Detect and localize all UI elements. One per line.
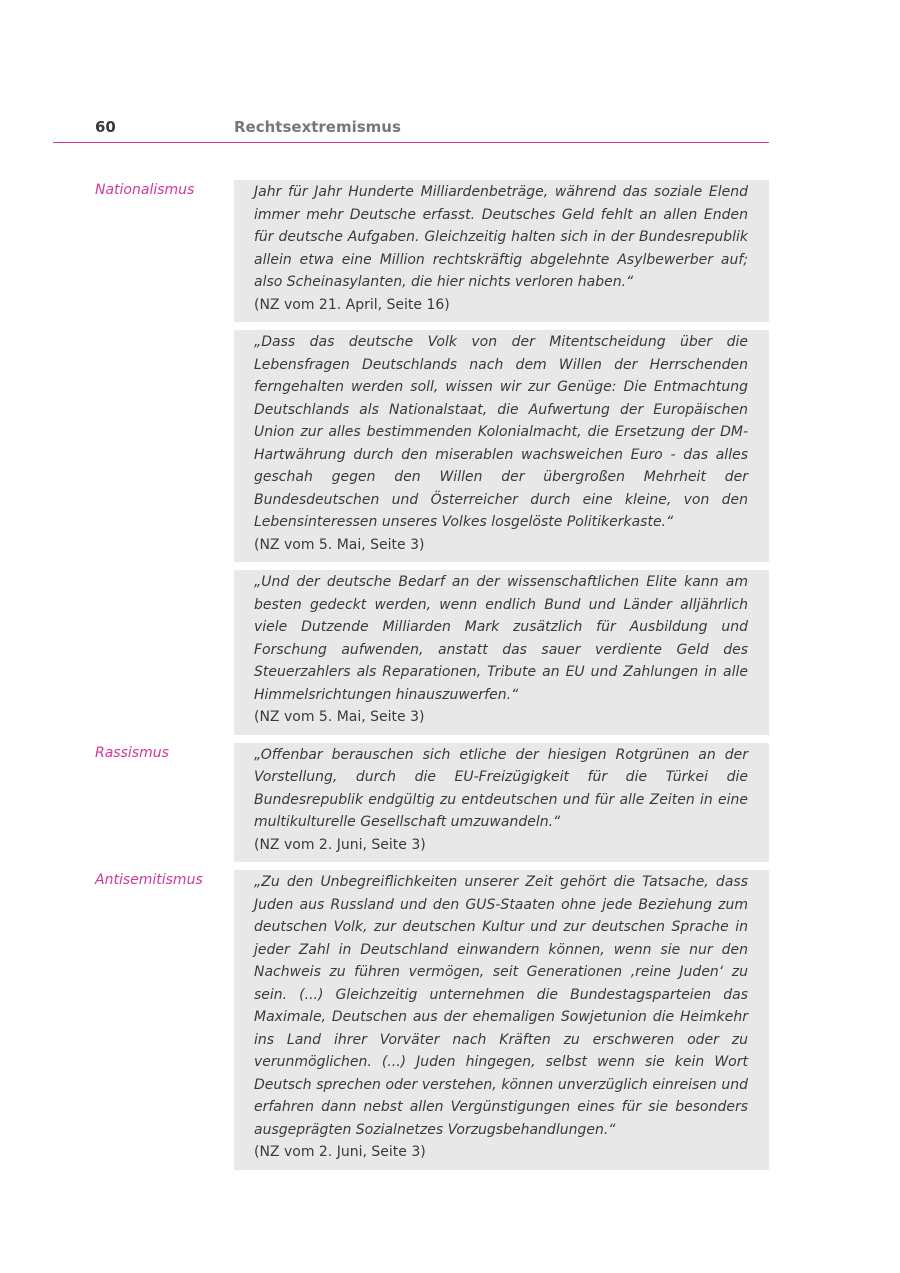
quote-source: (NZ vom 5. Mai, Seite 3): [254, 709, 425, 725]
quote-text: „Dass das deutsche Volk von der Mitentscheidung über die Lebensfragen Deutschlands nach dem Willen der Herrschenden ferngehalten werden soll, wissen wir zur Genüge: Die Entmachtung Deutschlands als Nationalstaat, die Aufwertung der Europäischen Union zur alles bestimmenden Kolonialmacht, die Ersetzung der DM-Hartwährung durch den miserablen wachsweichen Euro - das alles geschah gegen den Willen der übergroßen Mehrheit der Bundesdeutschen und Österreicher durch eine kleine, von den Lebensinteressen unseres Volkes losgelöste Politikerkaste.“: [254, 334, 748, 530]
quote-source: (NZ vom 2. Juni, Seite 3): [254, 836, 426, 853]
quote-source: (NZ vom 21. April, Seite 16): [254, 296, 450, 313]
quote-entry: [0, 180, 900, 322]
quote-text: Jahr für Jahr Hunderte Milliardenbeträge, während das soziale Elend immer mehr Deutsche erfasst. Deutsches Geld fehlt an allen Enden für deutsche Aufgaben. Gleichzeitig halten sich in der Bundesrepublik allein etwa eine Million rechtskräftig abgelehnte Asylbewerber auf; also Scheinasylanten, die hier nichts verloren haben.“: [254, 184, 748, 290]
quote-box: [234, 180, 769, 322]
quote-box: [234, 870, 769, 1170]
quote-box: [234, 330, 769, 562]
quote-entry: [0, 870, 900, 1170]
page-header: [53, 116, 769, 143]
quote-text: „Zu den Unbegreiflichkeiten unserer Zeit gehört die Tatsache, dass Juden aus Russland und den GUS-Staaten ohne jede Beziehung zum deutschen Volk, zur deutschen Kultur und zur deutschen Sprache in jeder Zahl in Deutschland einwandern können, wenn sie nur den Nachweis zu führen vermögen, seit Generationen ‚reine Juden‘ zu sein. (...) Gleichzeitig unternehmen die Bundestagsparteien das Maximale, Deutschen aus der ehemaligen Sowjetunion die Heimkehr ins Land ihrer Vorväter nach Kräften zu erschweren oder zu verunmöglichen. (...) Juden hingegen, selbst wenn sie kein Wort Deutsch sprechen oder verstehen, können unverzüglich einreisen und erfahren dann nebst allen Vergünstigungen eines für sie besonders ausgeprägten Sozialnetzes Vorzugsbehandlungen.“: [254, 874, 748, 1138]
quote-source: (NZ vom 5. Mai, Seite 3): [254, 536, 425, 553]
quote-entry: [0, 330, 900, 562]
category-label: Antisemitismus: [95, 872, 203, 888]
quote-entry: [0, 570, 900, 735]
running-title: Rechtsextremismus: [234, 118, 401, 136]
page-number: 60: [95, 118, 116, 136]
quote-entry: [0, 743, 900, 863]
quote-text: „Offenbar berauschen sich etliche der hiesigen Rotgrünen an der Vorstellung, durch die EU-Freizügigkeit für die Türkei die Bundesrepublik endgültig zu entdeutschen und für alle Zeiten in eine multikulturelle Gesellschaft umzuwandeln.“: [254, 746, 748, 830]
quote-list: [0, 180, 900, 1178]
quote-source: (NZ vom 2. Juni, Seite 3): [254, 1144, 426, 1160]
quote-text: „Und der deutsche Bedarf an der wissenschaftlichen Elite kann am besten gedeckt werden, wenn endlich Bund und Länder alljährlich viele Dutzende Milliarden Mark zusätzlich für Ausbildung und Forschung aufwenden, anstatt das sauer verdiente Geld des Steuerzahlers als Reparationen, Tribute an EU und Zahlungen in alle Himmelsrichtungen hinauszuwerfen.“: [254, 574, 748, 703]
category-label: Nationalismus: [95, 182, 195, 198]
quote-box: [234, 570, 769, 735]
quote-box: [234, 743, 769, 863]
category-label: Rassismus: [95, 744, 169, 761]
